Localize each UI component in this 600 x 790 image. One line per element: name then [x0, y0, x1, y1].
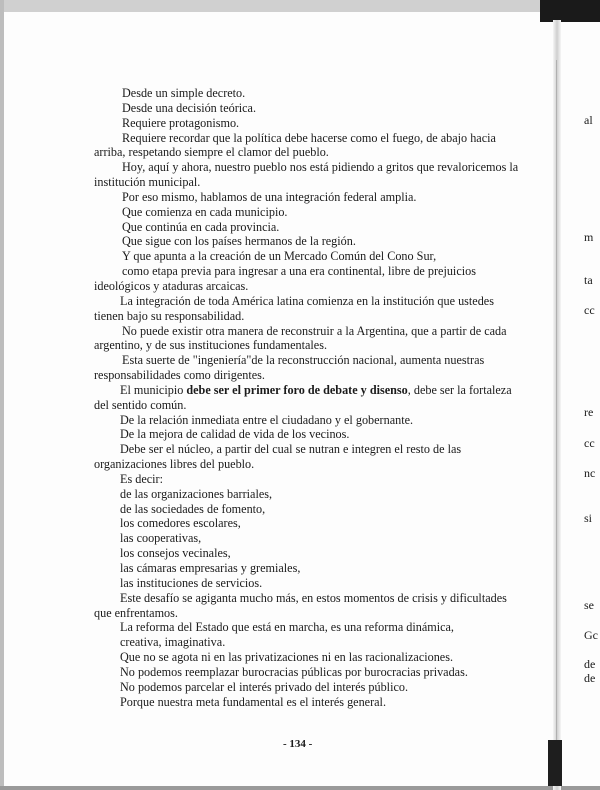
text-line: Y que apunta a la creación de un Mercado Común del Cono Sur,: [122, 249, 437, 264]
margin-fragment: si: [584, 511, 593, 525]
margin-fragment: cc: [584, 303, 595, 317]
text-line: tienen bajo su responsabilidad.: [94, 308, 245, 323]
text-line: ideológicos y ataduras arcaicas.: [94, 278, 249, 293]
text-line: De la relación inmediata entre el ciudadano y el gobernante.: [120, 412, 414, 427]
bold-phrase: debe ser el primer foro de debate y disenso: [186, 382, 408, 397]
text-line: Que continúa en cada provincia.: [122, 219, 280, 234]
text-line: De la mejora de calidad de vida de los vecinos.: [120, 427, 350, 442]
text-line: La reforma del Estado que está en marcha, es una reforma dinámica,: [120, 620, 454, 635]
text-line: Porque nuestra meta fundamental es el interés general.: [120, 694, 386, 709]
text-line: las instituciones de servicios.: [120, 575, 263, 590]
page-bottom-edge: [0, 786, 600, 790]
text-segment: , debe ser la fortaleza: [407, 382, 512, 397]
text-line: Requiere protagonismo.: [122, 115, 240, 130]
page-top-edge: [0, 0, 600, 12]
text-line: La integración de toda América latina comienza en la institución que ustedes: [120, 293, 494, 308]
text-line: Que no se agota ni en las privatizaciones ni en las racionalizaciones.: [120, 650, 453, 665]
text-line: Desde una decisión teórica.: [122, 100, 257, 115]
margin-fragment: nc: [584, 466, 596, 480]
text-line: las cooperativas,: [120, 531, 202, 546]
book-gutter: [553, 20, 561, 790]
page-number: - 134 -: [283, 738, 313, 750]
text-line: Requiere recordar que la política debe hacerse como el fuego, de abajo hacia: [122, 130, 496, 145]
text-line: de las sociedades de fomento,: [120, 501, 266, 516]
margin-fragment: ta: [584, 273, 593, 287]
text-line: Este desafío se agiganta mucho más, en estos momentos de crisis y dificultades: [120, 590, 507, 605]
text-line: Desde un simple decreto.: [122, 86, 246, 100]
text-line: como etapa previa para ingresar a una era continental, libre de prejuicios: [122, 264, 476, 279]
scan-shadow-top: [540, 0, 600, 22]
margin-fragment: al: [584, 113, 593, 127]
text-line-emphasis: [94, 383, 514, 398]
text-line: las cámaras empresarias y gremiales,: [120, 561, 301, 575]
body-text: [94, 86, 519, 709]
text-line: institución municipal.: [94, 175, 201, 190]
margin-fragment: de: [584, 657, 596, 671]
margin-fragment: de: [584, 671, 596, 685]
text-segment: El municipio: [120, 382, 187, 397]
text-line: los consejos vecinales,: [120, 546, 231, 561]
text-line: que enfrentamos.: [94, 605, 178, 620]
text-line: del sentido común.: [94, 397, 187, 412]
margin-fragment: m: [584, 230, 594, 244]
page-left-edge: [0, 0, 4, 790]
text-line: los comedores escolares,: [120, 516, 241, 531]
text-line: No podemos reemplazar burocracias públicas por burocracias privadas.: [120, 664, 468, 679]
text-line: Hoy, aquí y ahora, nuestro pueblo nos está pidiendo a gritos que revaloricemos la: [122, 160, 519, 175]
text-line: arriba, respetando siempre el clamor del pueblo.: [94, 145, 329, 160]
scan-shadow-bottom: [548, 740, 562, 786]
text-line: Esta suerte de "ingeniería"de la reconstrucción nacional, aumenta nuestras: [122, 353, 485, 368]
text-line: Que sigue con los países hermanos de la región.: [122, 234, 356, 249]
text-line: argentino, y de sus instituciones fundamentales.: [94, 338, 327, 353]
margin-fragment: re: [584, 405, 594, 419]
gutter-line: [556, 60, 557, 780]
text-line: de las organizaciones barriales,: [120, 486, 273, 501]
text-line: organizaciones libres del pueblo.: [94, 457, 255, 472]
margin-fragment: cc: [584, 436, 595, 450]
text-line: Que comienza en cada municipio.: [122, 204, 288, 219]
margin-fragment: se: [584, 598, 594, 612]
text-line: No podemos parcelar el interés privado del interés público.: [120, 679, 409, 694]
text-line: Es decir:: [120, 471, 163, 486]
text-line: Por eso mismo, hablamos de una integración federal amplia.: [122, 189, 417, 204]
text-line: No puede existir otra manera de reconstruir a la Argentina, que a partir de cada: [122, 323, 507, 338]
text-line: Debe ser el núcleo, a partir del cual se nutran e integren el resto de las: [120, 442, 462, 457]
text-line: creativa, imaginativa.: [120, 635, 226, 650]
text-line: responsabilidades como dirigentes.: [94, 368, 265, 383]
margin-fragment: Gc: [584, 628, 598, 642]
